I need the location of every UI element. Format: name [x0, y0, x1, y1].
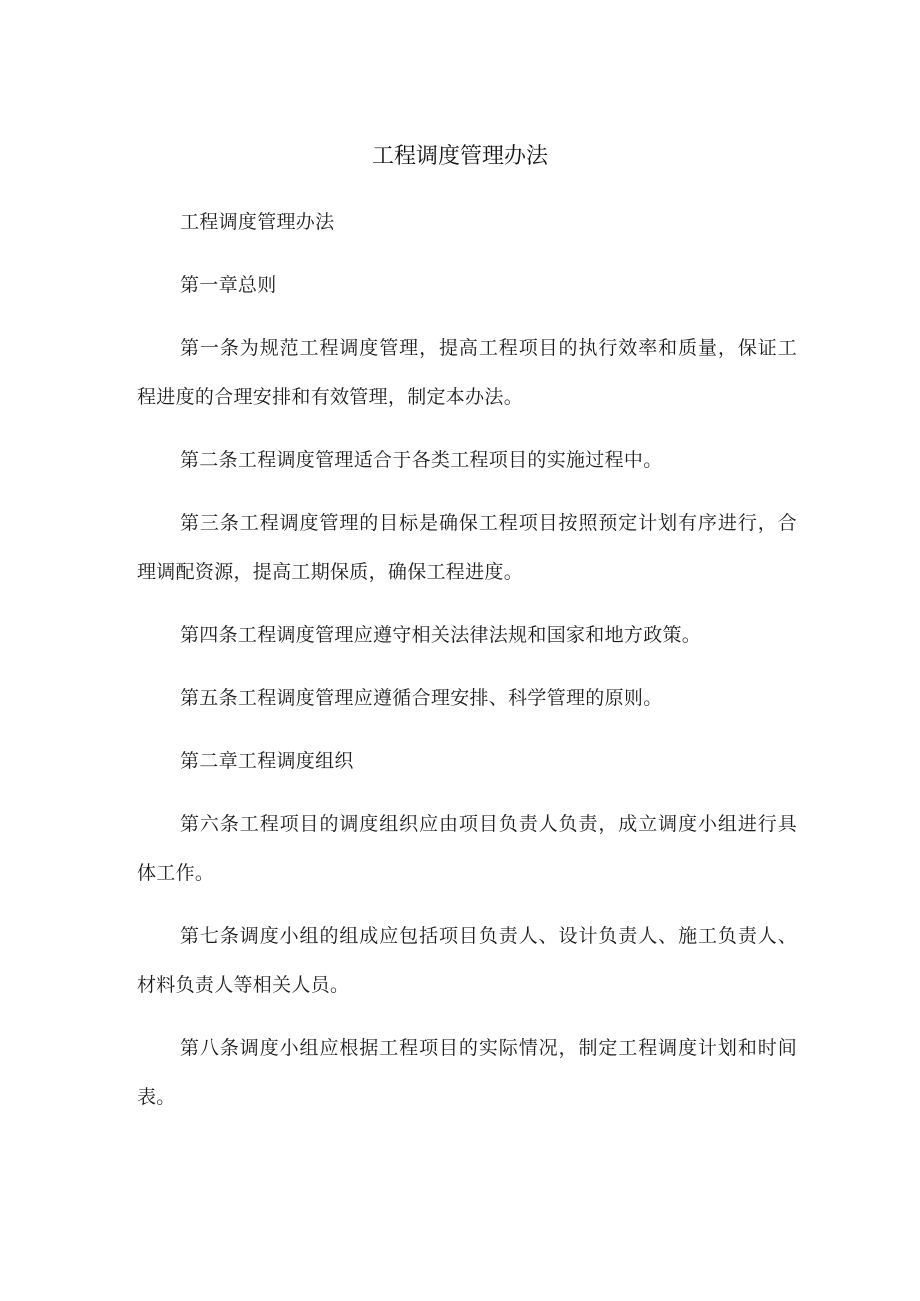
article-2: 第二条工程调度管理适合于各类工程项目的实施过程中。: [180, 449, 663, 471]
document-title: 工程调度管理办法: [371, 144, 548, 169]
chapter-1-heading: 第一章总则: [180, 274, 277, 296]
paragraph-heading-title: 工程调度管理办法: [180, 211, 335, 233]
article-3: 第三条工程调度管理的目标是确保工程项目按照预定计划有序进行，合理调配资源，提高工期保质，确保工程进度。: [137, 512, 797, 583]
article-5: 第五条工程调度管理应遵循合理安排、科学管理的原则。: [180, 687, 663, 709]
document-body: [137, 198, 797, 1136]
article-1: 第一条为规范工程调度管理，提高工程项目的执行效率和质量，保证工程进度的合理安排和有效管理，制定本办法。: [137, 337, 797, 408]
article-8: 第八条调度小组应根据工程项目的实际情况，制定工程调度计划和时间表。: [137, 1037, 797, 1108]
chapter-2-heading: 第二章工程调度组织: [180, 750, 354, 772]
article-6: 第六条工程项目的调度组织应由项目负责人负责，成立调度小组进行具体工作。: [137, 813, 797, 884]
article-4: 第四条工程调度管理应遵守相关法律法规和国家和地方政策。: [180, 624, 702, 646]
article-7: 第七条调度小组的组成应包括项目负责人、设计负责人、施工负责人、材料负责人等相关人员。: [137, 925, 797, 996]
